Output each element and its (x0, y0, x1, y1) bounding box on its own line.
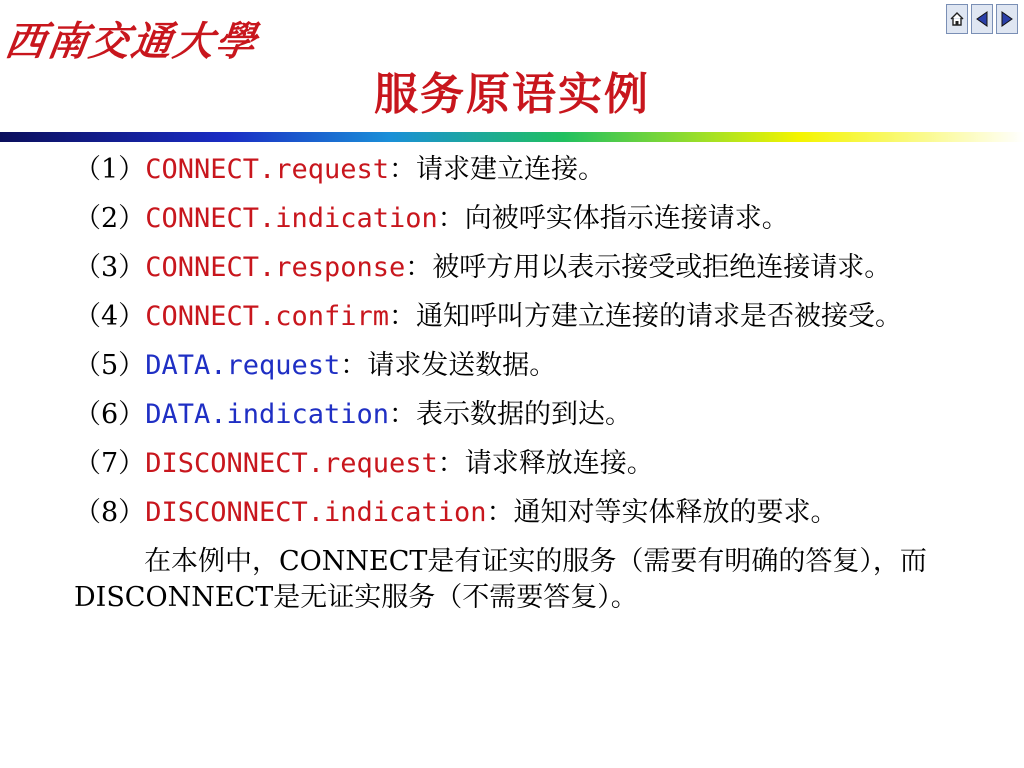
item-number: （6） (74, 399, 146, 430)
right-triangle-icon (999, 10, 1015, 28)
item-number: （1） (74, 154, 146, 185)
item-description: ：请求建立连接。 (389, 154, 606, 185)
list-item (74, 250, 974, 286)
left-triangle-icon (974, 10, 990, 28)
list-item (74, 152, 974, 188)
summary-paragraph: 在本例中，CONNECT是有证实的服务（需要有明确的答复），而DISCONNECT是无证实服务（不需要答复）。 (74, 546, 927, 613)
forward-button[interactable] (996, 4, 1018, 34)
university-logo: 西南交通大學 (2, 18, 261, 65)
back-button[interactable] (971, 4, 993, 34)
item-description: ：向被呼实体指示连接请求。 (437, 203, 789, 234)
list-item (74, 201, 974, 237)
item-description: ：通知对等实体释放的要求。 (486, 497, 838, 528)
list-item (74, 348, 974, 384)
item-number: （8） (74, 497, 146, 528)
home-button[interactable] (946, 4, 968, 34)
item-description: ：被呼方用以表示接受或拒绝连接请求。 (405, 252, 892, 283)
item-description: ：请求释放连接。 (437, 448, 654, 479)
primitive-name: CONNECT.request (145, 154, 390, 185)
list-item (74, 446, 974, 482)
item-description: ：请求发送数据。 (340, 350, 557, 381)
primitive-name: DISCONNECT.request (145, 448, 438, 479)
list-item (74, 299, 974, 335)
item-number: （3） (74, 252, 146, 283)
item-description: ：表示数据的到达。 (389, 399, 633, 430)
primitive-name: CONNECT.indication (145, 203, 438, 234)
item-number: （4） (74, 301, 146, 332)
primitive-name: CONNECT.response (145, 252, 406, 283)
item-number: （7） (74, 448, 146, 479)
primitive-name: DATA.indication (145, 399, 390, 430)
item-description: ：通知呼叫方建立连接的请求是否被接受。 (389, 301, 903, 332)
slide-title: 服务原语实例 (374, 69, 650, 120)
item-number: （5） (74, 350, 146, 381)
home-icon (949, 11, 965, 27)
gradient-divider (0, 132, 1024, 142)
slide-nav (946, 4, 1018, 34)
primitive-name: CONNECT.confirm (145, 301, 390, 332)
content-body (74, 152, 974, 616)
item-number: （2） (74, 203, 146, 234)
primitive-name: DATA.request (145, 350, 341, 381)
primitive-name: DISCONNECT.indication (145, 497, 487, 528)
list-item (74, 397, 974, 433)
list-item (74, 495, 974, 531)
